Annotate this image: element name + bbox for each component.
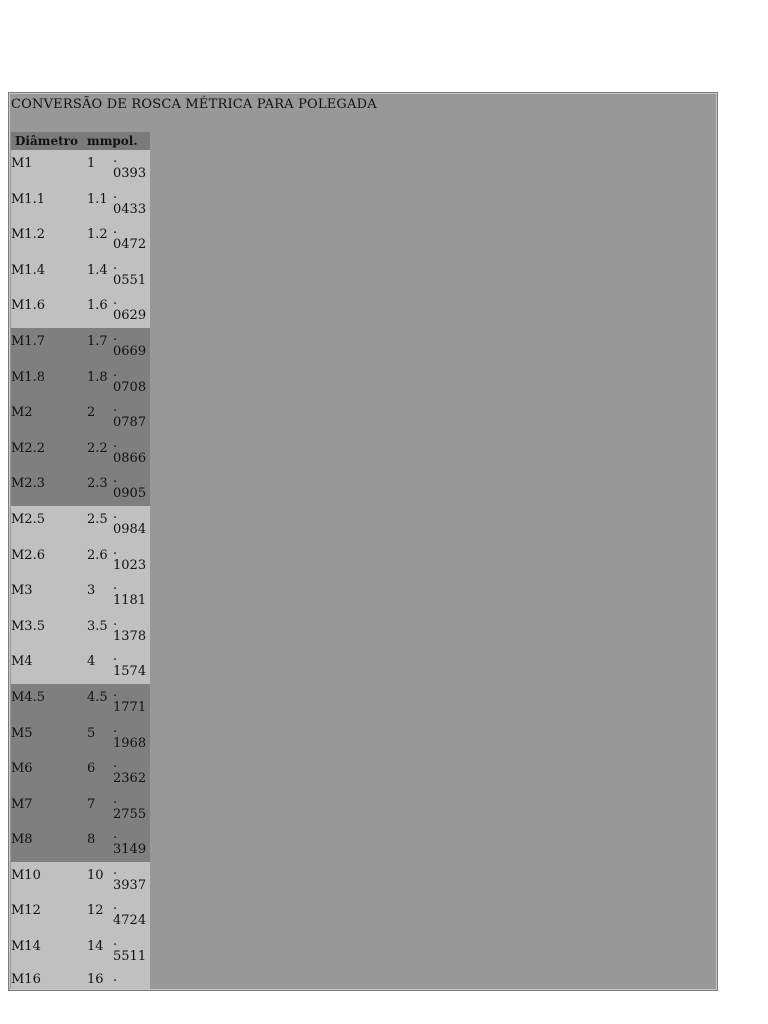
mm-cell: 8 xyxy=(87,832,96,848)
decimal-point-cell: . xyxy=(113,186,118,202)
conversion-table xyxy=(11,132,150,989)
inch-cell: 0551 xyxy=(113,272,147,288)
mm-cell: 3 xyxy=(87,583,96,599)
diameter-cell: M1.1 xyxy=(11,191,45,207)
mm-cell: 2.5 xyxy=(87,511,108,527)
inch-cell: 0393 xyxy=(113,166,147,181)
table-row xyxy=(11,150,150,186)
decimal-point-cell: . xyxy=(113,435,118,451)
header-mm-pol: mmpol. xyxy=(87,134,138,148)
table-row xyxy=(11,755,150,791)
inch-cell: 3937 xyxy=(113,877,147,893)
table-row xyxy=(11,720,150,756)
table-row xyxy=(11,542,150,578)
header-diameter: Diâmetro xyxy=(15,134,78,148)
diameter-cell: M5 xyxy=(11,725,33,741)
diameter-cell: M3 xyxy=(11,583,33,599)
diameter-cell: M4.5 xyxy=(11,689,45,705)
decimal-point-cell: . xyxy=(113,151,118,166)
decimal-point-cell: . xyxy=(113,649,118,665)
table-row xyxy=(11,933,150,969)
diameter-cell: M7 xyxy=(11,796,33,812)
decimal-point-cell: . xyxy=(113,969,118,985)
decimal-point-cell: . xyxy=(113,934,118,950)
inch-cell: 0669 xyxy=(113,343,147,359)
inch-cell: 0787 xyxy=(113,415,147,431)
diameter-cell: M1.4 xyxy=(11,262,45,278)
table-row xyxy=(11,826,150,862)
inch-cell: 0433 xyxy=(113,201,147,217)
decimal-point-cell: . xyxy=(113,364,118,380)
diameter-cell: M1.6 xyxy=(11,298,45,314)
decimal-point-cell: . xyxy=(113,222,118,238)
table-row xyxy=(11,862,150,898)
table-row xyxy=(11,969,150,989)
decimal-point-cell: . xyxy=(113,542,118,558)
decimal-point-cell: . xyxy=(113,257,118,273)
table-row xyxy=(11,791,150,827)
inch-cell: 0629 xyxy=(113,308,147,324)
mm-cell: 16 xyxy=(87,971,104,987)
document-frame xyxy=(8,92,718,991)
inch-cell: 1771 xyxy=(113,699,147,715)
inch-cell: 2755 xyxy=(113,806,147,822)
mm-cell: 14 xyxy=(87,939,104,955)
inch-cell: 1378 xyxy=(113,628,147,644)
diameter-cell: M10 xyxy=(11,867,41,883)
mm-cell: 12 xyxy=(87,903,104,919)
decimal-point-cell: . xyxy=(113,328,118,344)
decimal-point-cell: . xyxy=(113,613,118,629)
table-row xyxy=(11,613,150,649)
table-row xyxy=(11,221,150,257)
mm-cell: 1.4 xyxy=(87,262,108,278)
decimal-point-cell: . xyxy=(113,471,118,487)
decimal-point-cell: . xyxy=(113,756,118,772)
decimal-point-cell: . xyxy=(113,506,118,522)
diameter-cell: M8 xyxy=(11,832,33,848)
mm-cell: 1.6 xyxy=(87,298,108,314)
diameter-cell: M2.2 xyxy=(11,440,45,456)
table-row xyxy=(11,506,150,542)
mm-cell: 10 xyxy=(87,867,104,883)
mm-cell: 1.7 xyxy=(87,333,108,349)
table-row xyxy=(11,897,150,933)
inch-cell: 2362 xyxy=(113,771,147,787)
decimal-point-cell: . xyxy=(113,400,118,416)
diameter-cell: M2 xyxy=(11,405,33,421)
inch-cell: 1181 xyxy=(113,593,147,609)
table-row xyxy=(11,364,150,400)
mm-cell: 1 xyxy=(87,156,96,171)
table-row xyxy=(11,328,150,364)
diameter-cell: M12 xyxy=(11,903,41,919)
diameter-cell: M2.5 xyxy=(11,511,45,527)
diameter-cell: M14 xyxy=(11,939,41,955)
inch-cell: 0708 xyxy=(113,379,147,395)
mm-cell: 1.2 xyxy=(87,227,108,243)
inch-cell: 4724 xyxy=(113,913,147,929)
inch-cell: 1968 xyxy=(113,735,147,751)
inch-cell: 3149 xyxy=(113,842,147,858)
mm-cell: 2.3 xyxy=(87,476,108,492)
mm-cell: 7 xyxy=(87,796,96,812)
table-header xyxy=(11,132,150,150)
inch-cell: 1574 xyxy=(113,664,147,680)
page-title: CONVERSÃO DE ROSCA MÉTRICA PARA POLEGADA xyxy=(11,97,377,112)
mm-cell: 5 xyxy=(87,725,96,741)
table-row xyxy=(11,470,150,506)
table-row xyxy=(11,186,150,222)
diameter-cell: M6 xyxy=(11,761,33,777)
inch-cell: 0905 xyxy=(113,486,147,502)
decimal-point-cell: . xyxy=(113,293,118,309)
table-row xyxy=(11,684,150,720)
inch-cell: 0472 xyxy=(113,237,147,253)
diameter-cell: M1 xyxy=(11,156,33,171)
mm-cell: 2.6 xyxy=(87,547,108,563)
table-row xyxy=(11,292,150,328)
decimal-point-cell: . xyxy=(113,827,118,843)
diameter-cell: M1.8 xyxy=(11,369,45,385)
diameter-cell: M16 xyxy=(11,971,41,987)
table-row xyxy=(11,257,150,293)
mm-cell: 4.5 xyxy=(87,689,108,705)
decimal-point-cell: . xyxy=(113,862,118,878)
inch-cell: 0866 xyxy=(113,450,147,466)
inch-cell: 1023 xyxy=(113,557,147,573)
table-row xyxy=(11,648,150,684)
table-row xyxy=(11,577,150,613)
diameter-cell: M1.2 xyxy=(11,227,45,243)
diameter-cell: M2.6 xyxy=(11,547,45,563)
mm-cell: 2.2 xyxy=(87,440,108,456)
decimal-point-cell: . xyxy=(113,578,118,594)
table-body xyxy=(11,150,150,989)
inch-cell: 5511 xyxy=(113,949,147,965)
decimal-point-cell: . xyxy=(113,791,118,807)
mm-cell: 2 xyxy=(87,405,96,421)
mm-cell: 6 xyxy=(87,761,96,777)
diameter-cell: M3.5 xyxy=(11,618,45,634)
decimal-point-cell: . xyxy=(113,720,118,736)
diameter-cell: M1.7 xyxy=(11,333,45,349)
mm-cell: 4 xyxy=(87,654,96,670)
diameter-cell: M2.3 xyxy=(11,476,45,492)
table-row xyxy=(11,435,150,471)
decimal-point-cell: . xyxy=(113,898,118,914)
mm-cell: 3.5 xyxy=(87,618,108,634)
diameter-cell: M4 xyxy=(11,654,33,670)
inch-cell: 0984 xyxy=(113,521,147,537)
mm-cell: 1.8 xyxy=(87,369,108,385)
table-row xyxy=(11,399,150,435)
mm-cell: 1.1 xyxy=(87,191,108,207)
decimal-point-cell: . xyxy=(113,684,118,700)
